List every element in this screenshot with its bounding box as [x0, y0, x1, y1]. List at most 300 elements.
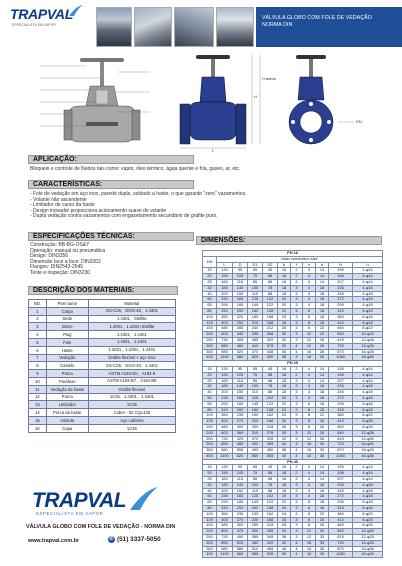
- table-cell: 16: [303, 552, 316, 558]
- table-cell: 1C25、1.4301、1.4401: [88, 393, 175, 401]
- footer-phone-number: (51) 3337-5050: [117, 536, 161, 544]
- table-cell: 1.4021、1.4301、1.4401: [88, 346, 175, 354]
- table-cell: 290: [217, 303, 233, 309]
- table-cell: 100: [248, 285, 263, 291]
- table-cell: 32: [203, 482, 217, 488]
- table-cell: 16: [303, 546, 316, 552]
- table-cell: 4-φ14: [353, 378, 383, 384]
- table-cell: 4-φ18: [353, 395, 383, 401]
- table-cell: 16: [303, 453, 316, 459]
- table-cell: 395: [263, 442, 278, 448]
- table-cell: 140: [233, 482, 248, 488]
- table-cell: 85: [248, 378, 263, 384]
- table-cell: 410: [329, 517, 353, 523]
- table-cell: 190: [248, 413, 263, 419]
- feature-item: - Fole de vedação em aço inox, parede dupla, soldado a haste, o que garante "zero" vazamentos.: [30, 191, 247, 197]
- table-row: [29, 354, 176, 362]
- table-cell: 18: [316, 303, 329, 309]
- table-cell: 980: [217, 448, 233, 454]
- table-cell: 18: [316, 407, 329, 413]
- table-cell: 460: [233, 343, 248, 349]
- table-cell: 290: [217, 401, 233, 407]
- table-cell: 196: [329, 471, 353, 477]
- table-cell: 615: [329, 535, 353, 541]
- table-cell: 88: [263, 390, 278, 396]
- table-cell: 33: [316, 540, 329, 546]
- table-cell: 320: [248, 529, 263, 535]
- table-cell: 4-φ18: [353, 303, 383, 309]
- table-cell: 36: [316, 453, 329, 459]
- table-cell: 18: [316, 314, 329, 320]
- table-cell: 230: [217, 395, 233, 401]
- feature-item: - Volante não ascendente: [30, 196, 87, 203]
- table-cell: 138: [263, 308, 278, 314]
- table-cell: 3: [291, 326, 303, 332]
- table-cell: Grafite flexível: [88, 385, 175, 393]
- table-cell: 8: [303, 419, 316, 425]
- table-cell: 30: [278, 332, 291, 338]
- table-cell: 4: [303, 291, 316, 297]
- table-cell: 130: [217, 268, 233, 274]
- table-cell: 207: [329, 378, 353, 384]
- table-cell: 220: [248, 419, 263, 425]
- table-cell: 26: [278, 326, 291, 332]
- table-cell: 3: [291, 488, 303, 494]
- table-cell: 438: [263, 349, 278, 355]
- brand-tagline: ESPECIALISTA EM VAPOR: [12, 23, 56, 27]
- table-cell: 185: [233, 500, 248, 506]
- table-cell: 95: [233, 465, 248, 471]
- section-specs-heading: ESPECIFICAÇÕES TÉCNICAS:: [28, 232, 194, 241]
- table-cell: 18: [316, 401, 329, 407]
- table-cell: 4-φ14: [353, 372, 383, 378]
- table-cell: 4: [291, 355, 303, 361]
- table-cell: 68: [263, 378, 278, 384]
- table-cell: 150: [217, 471, 233, 477]
- table-cell: 75: [248, 274, 263, 280]
- table-cell: 34: [278, 442, 291, 448]
- table-cell: 3: [291, 506, 303, 512]
- table-cell: 122: [263, 500, 278, 506]
- table-cell: 425: [233, 436, 248, 442]
- table-cell: 160: [217, 279, 233, 285]
- table-cell: 4: [303, 384, 316, 390]
- table-cell: 20: [278, 303, 291, 309]
- table-cell: Corpo: [46, 307, 88, 315]
- table-cell: 540: [329, 529, 353, 535]
- table-row: [29, 409, 176, 417]
- table-cell: 40: [203, 488, 217, 494]
- table-cell: 660: [233, 552, 248, 558]
- table-cell: 30: [316, 355, 329, 361]
- table-cell: 12: [303, 332, 316, 338]
- table-cell: 300: [203, 442, 217, 448]
- table-cell: 3: [291, 314, 303, 320]
- table-cell: 22: [278, 401, 291, 407]
- table-cell: 20: [203, 274, 217, 280]
- table-cell: 600: [217, 332, 233, 338]
- table-cell: 385: [248, 535, 263, 541]
- spec-item: Operação: manual ou pneumática: [30, 247, 106, 254]
- table-cell: 600: [217, 430, 233, 436]
- table-cell: 615: [329, 436, 353, 442]
- table-cell: 200: [217, 291, 233, 297]
- table-cell: 3: [291, 535, 303, 541]
- table-cell: 14: [316, 366, 329, 372]
- table-cell: 3: [291, 430, 303, 436]
- table-cell: 360: [329, 413, 353, 419]
- table-cell: 88: [263, 291, 278, 297]
- table-cell: 315: [329, 506, 353, 512]
- table-cell: 12: [303, 535, 316, 541]
- table-cell: 300: [203, 540, 217, 546]
- table-cell: 50: [203, 395, 217, 401]
- table-cell: 18: [316, 506, 329, 512]
- table-cell: 12-φ22: [353, 332, 383, 338]
- table-cell: 505: [263, 453, 278, 459]
- table-cell: 14: [316, 372, 329, 378]
- table-cell: 3: [291, 482, 303, 488]
- table-cell: 230: [217, 494, 233, 500]
- table-cell: 8-φ22: [353, 413, 383, 419]
- table-cell: 850: [217, 442, 233, 448]
- table-cell: 3: [291, 529, 303, 535]
- table-cell: 8: [303, 314, 316, 320]
- table-cell: 38: [278, 355, 291, 361]
- table-cell: Parafuso: [46, 377, 88, 385]
- table-cell: 8-φ26: [353, 424, 383, 430]
- table-cell: 295: [248, 332, 263, 338]
- table-cell: 3: [291, 279, 303, 285]
- table-cell: 16: [303, 355, 316, 361]
- table-cell: 250: [248, 523, 263, 529]
- column-header: h: [353, 262, 383, 268]
- table-cell: 40: [203, 390, 217, 396]
- table-cell: 68: [263, 477, 278, 483]
- table-cell: 16: [303, 448, 316, 454]
- table-cell: 20: [203, 372, 217, 378]
- table-cell: 4: [303, 488, 316, 494]
- table-cell: 22: [316, 511, 329, 517]
- table-cell: 32: [203, 285, 217, 291]
- table-cell: 207: [329, 279, 353, 285]
- table-cell: 110: [248, 488, 263, 494]
- table-cell: 8-φ26: [353, 523, 383, 529]
- table-cell: 8: [303, 511, 316, 517]
- table-cell: 125: [248, 494, 263, 500]
- table-cell: 300: [233, 424, 248, 430]
- table-cell: 102: [263, 297, 278, 303]
- table-cell: 1C45: [88, 424, 175, 432]
- table-cell: 4-φ14: [353, 274, 383, 280]
- table-cell: 75: [248, 372, 263, 378]
- table-cell: 45: [263, 465, 278, 471]
- table-cell: 102: [263, 494, 278, 500]
- table-cell: 122: [263, 401, 278, 407]
- table-cell: 180: [217, 384, 233, 390]
- table-cell: Porca: [46, 393, 88, 401]
- table-cell: 1060: [329, 552, 353, 558]
- table-cell: 3: [291, 297, 303, 303]
- table-cell: 2: [291, 465, 303, 471]
- table-cell: 720: [329, 540, 353, 546]
- table-cell: Capa: [46, 424, 88, 432]
- table-cell: 720: [329, 343, 353, 349]
- industrial-photo: [134, 7, 172, 47]
- table-cell: 8-φ22: [353, 511, 383, 517]
- table-row: [29, 338, 176, 346]
- table-cell: 1060: [329, 453, 353, 459]
- table-row: [29, 362, 176, 370]
- table-cell: 4: [291, 448, 303, 454]
- table-cell: 480: [217, 424, 233, 430]
- table-cell: 250: [203, 337, 217, 343]
- table-cell: 4: [291, 343, 303, 349]
- table-cell: 3: [291, 523, 303, 529]
- table-cell: 3: [291, 303, 303, 309]
- table-cell: 4-φ14: [353, 279, 383, 285]
- table-cell: 165: [233, 395, 248, 401]
- table-cell: 1.4301、Stellite: [88, 315, 175, 323]
- table-cell: 16-φ36: [353, 453, 383, 459]
- table-cell: 8: [303, 413, 316, 419]
- table-cell: 32: [278, 436, 291, 442]
- table-cell: 130: [217, 465, 233, 471]
- table-cell: 220: [248, 517, 263, 523]
- table-cell: 85: [248, 477, 263, 483]
- table-row: [29, 315, 176, 323]
- table-cell: 4: [303, 372, 316, 378]
- table-cell: 85: [248, 279, 263, 285]
- table-cell: 270: [233, 517, 248, 523]
- table-cell: 150: [203, 424, 217, 430]
- table-cell: 220: [233, 314, 248, 320]
- table-cell: 490: [263, 355, 278, 361]
- feature-item: - Limitador de curso da haste: [30, 202, 95, 209]
- table-cell: 226: [329, 384, 353, 390]
- table-cell: 32: [278, 343, 291, 349]
- table-cell: 58: [263, 274, 278, 280]
- table-cell: 18: [278, 372, 291, 378]
- table-cell: 16-φ33: [353, 448, 383, 454]
- table-cell: 22: [278, 308, 291, 314]
- table-cell: Volante: [46, 416, 88, 424]
- table-cell: 16: [29, 424, 47, 432]
- table-cell: 26: [316, 424, 329, 430]
- table-cell: 450: [233, 535, 248, 541]
- table-row: [29, 385, 176, 393]
- table-cell: 9: [29, 370, 47, 378]
- specs-list: [30, 243, 105, 277]
- table-cell: 18: [316, 297, 329, 303]
- table-cell: 226: [329, 285, 353, 291]
- table-cell: 600: [217, 529, 233, 535]
- table-cell: 1: [29, 307, 47, 315]
- table-cell: 26: [316, 430, 329, 436]
- table-cell: 4: [303, 390, 316, 396]
- table-cell: 3: [291, 494, 303, 500]
- table-cell: 15: [203, 366, 217, 372]
- table-cell: 3: [291, 390, 303, 396]
- table-cell: 36: [316, 546, 329, 552]
- table-cell: 16-φ30: [353, 442, 383, 448]
- table-cell: 4: [291, 349, 303, 355]
- table-cell: 3: [291, 517, 303, 523]
- dim-label-h: H: [254, 94, 257, 99]
- table-cell: 2: [291, 372, 303, 378]
- column-header: H: [329, 262, 353, 268]
- table-cell: 88: [263, 488, 278, 494]
- table-cell: 18: [278, 274, 291, 280]
- table-cell: ASTM A193-B7、A194-B8: [88, 377, 175, 385]
- table-cell: 195: [329, 465, 353, 471]
- table-cell: 30: [316, 442, 329, 448]
- table-cell: 3: [291, 384, 303, 390]
- table-cell: 115: [233, 378, 248, 384]
- table-cell: 3: [291, 436, 303, 442]
- footer-website-link[interactable]: www.trapval.com.br: [28, 538, 80, 544]
- table-cell: 145: [248, 401, 263, 407]
- table-cell: 18: [316, 395, 329, 401]
- table-cell: 18: [316, 320, 329, 326]
- table-row: [29, 307, 176, 315]
- table-cell: Vedação: [46, 354, 88, 362]
- table-cell: 34: [278, 529, 291, 535]
- table-cell: GS-C25、GGG-40、1.4401: [88, 362, 175, 370]
- table-cell: 4: [303, 378, 316, 384]
- column-header: NO.: [29, 300, 47, 308]
- table-cell: 870: [329, 546, 353, 552]
- table-cell: 50: [203, 297, 217, 303]
- dim-label-dn: DN: [356, 119, 362, 124]
- table-cell: 16: [303, 540, 316, 546]
- table-cell: 4: [291, 552, 303, 558]
- table-cell: 3: [291, 424, 303, 430]
- table-cell: 20: [278, 395, 291, 401]
- table-cell: 196: [329, 372, 353, 378]
- table-cell: 18: [316, 291, 329, 297]
- table-row: [29, 331, 176, 339]
- table-cell: 102: [263, 395, 278, 401]
- table-cell: 20: [203, 471, 217, 477]
- table-cell: 510: [248, 546, 263, 552]
- footer-description: VÁLVULA GLOBO COM FOLE DE VEDAÇÃO - NORMA DIN: [26, 524, 176, 530]
- table-cell: 125: [203, 419, 217, 425]
- main-connection-header: Main connection size: [217, 256, 383, 262]
- table-cell: 320: [263, 337, 278, 343]
- table-cell: 360: [329, 511, 353, 517]
- table-cell: 8: [303, 523, 316, 529]
- table-cell: 105: [233, 372, 248, 378]
- table-cell: 4: [303, 477, 316, 483]
- table-cell: 24: [278, 506, 291, 512]
- table-cell: 400: [203, 552, 217, 558]
- feature-item: - Design inovador proporciona acionamento suave do volante: [30, 207, 167, 214]
- table-cell: 2: [291, 274, 303, 280]
- table-cell: 285: [263, 529, 278, 535]
- table-cell: 190: [248, 511, 263, 517]
- table-cell: 33: [316, 535, 329, 541]
- spec-item: Teste e inspeção: DIN3230: [30, 269, 91, 276]
- dimensions-table: [202, 250, 383, 558]
- table-cell: 25: [203, 477, 217, 483]
- table-cell: 620: [233, 453, 248, 459]
- section-dimensions-heading: DIMENSÕES:: [196, 236, 382, 245]
- table-cell: 585: [248, 552, 263, 558]
- table-cell: 8-φ18: [353, 320, 383, 326]
- table-cell: 450: [263, 448, 278, 454]
- table-cell: 26: [316, 343, 329, 349]
- table-cell: 28: [278, 523, 291, 529]
- table-cell: 4-φ18: [353, 384, 383, 390]
- table-cell: 18: [278, 285, 291, 291]
- table-cell: 22: [278, 500, 291, 506]
- table-cell: Disco: [46, 323, 88, 331]
- materials-table: [28, 299, 176, 433]
- table-cell: 115: [233, 279, 248, 285]
- dim-label-h-open: H aberta: [262, 77, 276, 81]
- table-cell: 300: [233, 523, 248, 529]
- table-cell: 16-φ26: [353, 349, 383, 355]
- table-cell: 12: [303, 430, 316, 436]
- table-cell: 46: [278, 546, 291, 552]
- table-cell: 370: [248, 436, 263, 442]
- table-cell: 26: [278, 517, 291, 523]
- table-cell: 15: [203, 268, 217, 274]
- section-application-heading: APLICAÇÃO:: [28, 155, 194, 164]
- table-cell: 230: [217, 297, 233, 303]
- table-cell: 100: [203, 511, 217, 517]
- table-cell: 39: [316, 552, 329, 558]
- table-cell: 26: [278, 320, 291, 326]
- table-cell: 36: [278, 349, 291, 355]
- table-cell: 335: [263, 436, 278, 442]
- table-cell: 28: [278, 424, 291, 430]
- table-cell: 460: [329, 523, 353, 529]
- table-cell: 38: [278, 448, 291, 454]
- table-cell: 15: [29, 416, 47, 424]
- table-cell: 25: [203, 378, 217, 384]
- table-cell: 12-φ33: [353, 535, 383, 541]
- column-header: L: [217, 262, 233, 268]
- table-cell: 80: [203, 506, 217, 512]
- table-cell: 18: [278, 482, 291, 488]
- table-cell: 58: [263, 471, 278, 477]
- table-cell: 235: [233, 511, 248, 517]
- footer-phone[interactable]: [108, 536, 161, 543]
- table-cell: 105: [233, 471, 248, 477]
- header-title-bar: [256, 7, 402, 47]
- table-cell: 8: [303, 407, 316, 413]
- table-cell: 345: [263, 535, 278, 541]
- table-cell: 268: [263, 332, 278, 338]
- table-cell: 485: [233, 442, 248, 448]
- table-cell: 2: [291, 471, 303, 477]
- table-cell: 400: [203, 355, 217, 361]
- table-cell: 10: [29, 377, 47, 385]
- table-cell: 8: [303, 320, 316, 326]
- table-cell: 4-φ18: [353, 488, 383, 494]
- table-cell: 18: [316, 390, 329, 396]
- table-cell: 278: [263, 430, 278, 436]
- materials-header-row: [29, 300, 176, 308]
- table-cell: 8-φ18: [353, 401, 383, 407]
- table-cell: 480: [217, 523, 233, 529]
- table-cell: 355: [248, 337, 263, 343]
- table-cell: 315: [329, 308, 353, 314]
- table-cell: 2: [291, 366, 303, 372]
- table-cell: 12: [29, 393, 47, 401]
